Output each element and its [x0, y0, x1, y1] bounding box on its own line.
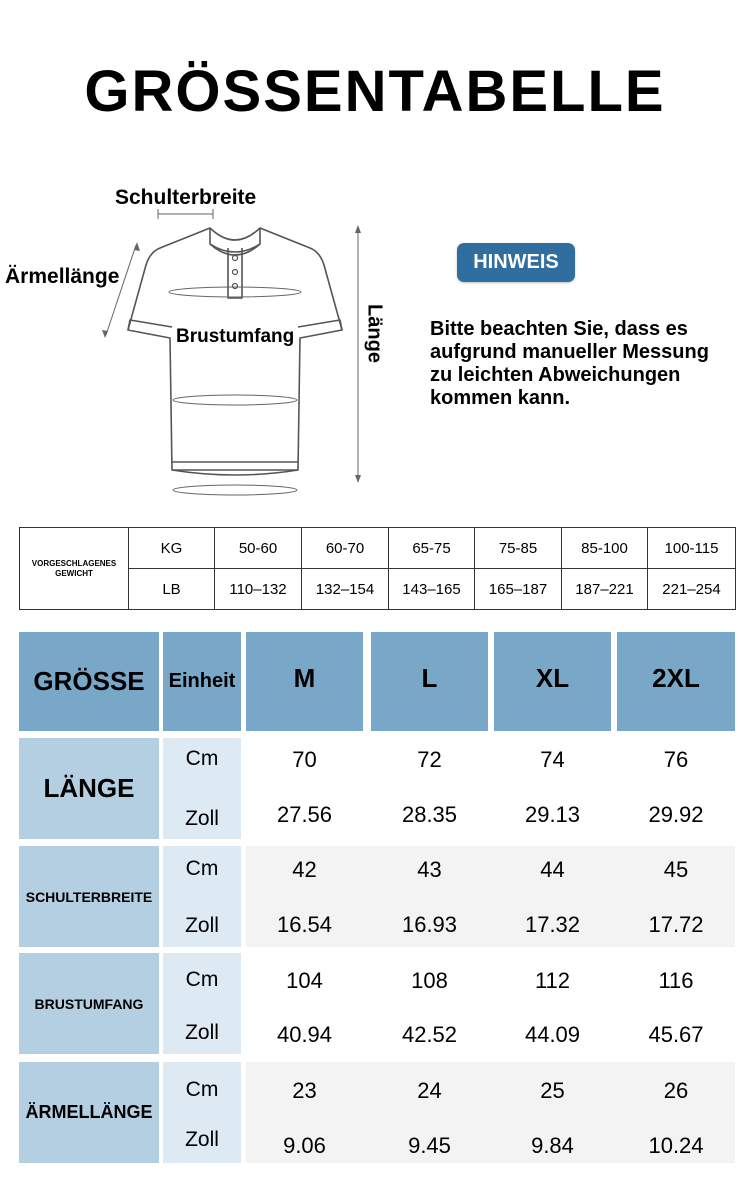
row-label-length: LÄNGE	[19, 738, 159, 839]
value-inch: 9.84	[531, 1133, 574, 1158]
value-inch: 9.06	[283, 1133, 326, 1158]
row-label-chest: BRUSTUMFANG	[19, 953, 159, 1054]
weight-label	[20, 528, 129, 610]
value-cm: 26	[663, 1078, 689, 1103]
weight-cell: 187–221	[562, 569, 648, 610]
weight-cell: 110–132	[215, 569, 302, 610]
weight-row-kg	[20, 528, 736, 569]
notice-badge: HINWEIS	[457, 243, 575, 282]
weight-cell: 165–187	[475, 569, 562, 610]
weight-cell: 132–154	[302, 569, 389, 610]
value-cm: 112	[534, 968, 571, 993]
value-cm: 72	[417, 747, 442, 772]
row-label-shoulder: SCHULTERBREITE	[19, 846, 159, 947]
weight-cell: 50-60	[215, 528, 302, 569]
unit-inch: Zoll	[185, 1021, 219, 1044]
unit-inch: Zoll	[185, 807, 219, 830]
weight-cell: 85-100	[562, 528, 648, 569]
value-inch: 45.67	[648, 1022, 704, 1047]
unit-inch: Zoll	[185, 1128, 219, 1151]
weight-unit-kg: KG	[129, 528, 215, 569]
unit-cm: Cm	[185, 747, 219, 770]
value-inch: 42.52	[401, 1022, 458, 1047]
size-col-header: M	[246, 632, 363, 731]
value-inch: 27.56	[276, 802, 333, 827]
shoulder-width-label: Schulterbreite	[115, 186, 257, 209]
size-col-header: L	[371, 632, 488, 731]
page-title: GRÖSSENTABELLE	[84, 59, 666, 124]
value-cm: 25	[540, 1078, 565, 1103]
notice-line: kommen kann.	[430, 387, 571, 409]
row-label-sleeve: ÄRMELLÄNGE	[19, 1062, 159, 1163]
value-inch: 9.45	[408, 1133, 451, 1158]
weight-cell: 60-70	[302, 528, 389, 569]
shirt-measurement-diagram	[0, 170, 420, 510]
length-label: Länge	[363, 304, 386, 363]
value-cm: 24	[417, 1078, 442, 1103]
value-inch: 16.54	[276, 912, 333, 937]
weight-unit-lb: LB	[129, 569, 215, 610]
chest-label: Brustumfang	[176, 326, 295, 347]
value-inch: 29.13	[524, 802, 581, 827]
value-cm: 116	[658, 968, 694, 993]
size-col-header: XL	[494, 632, 611, 731]
notice-line: zu leichten Abweichungen	[430, 364, 681, 386]
value-cm: 44	[540, 857, 565, 882]
notice-line: Bitte beachten Sie, dass es	[430, 318, 688, 340]
size-col-header: 2XL	[617, 632, 735, 731]
unit-cm: Cm	[185, 968, 219, 991]
value-cm: 42	[292, 857, 317, 882]
value-cm: 104	[286, 968, 323, 993]
value-cm: 74	[540, 747, 565, 772]
size-header: GRÖSSE	[19, 632, 159, 731]
value-cm: 23	[292, 1078, 317, 1103]
value-cm: 70	[292, 747, 317, 772]
value-inch: 16.93	[401, 912, 458, 937]
weight-label-line: GEWICHT	[55, 568, 93, 578]
value-inch: 17.72	[648, 912, 704, 937]
value-cm: 45	[663, 857, 689, 882]
value-inch: 28.35	[401, 802, 458, 827]
value-inch: 17.32	[524, 912, 581, 937]
value-inch: 40.94	[276, 1022, 333, 1047]
value-inch: 44.09	[524, 1022, 581, 1047]
notice-text	[430, 318, 748, 410]
unit-cm: Cm	[185, 1078, 219, 1101]
value-cm: 43	[417, 857, 442, 882]
unit-header: Einheit	[163, 632, 241, 731]
weight-label-line: VORGESCHLAGENES	[31, 558, 117, 568]
weight-cell: 143–165	[389, 569, 475, 610]
value-inch: 29.92	[648, 802, 704, 827]
weight-cell: 100-115	[648, 528, 736, 569]
weight-table	[19, 527, 736, 610]
weight-cell: 221–254	[648, 569, 736, 610]
sleeve-length-label: Ärmellänge	[5, 265, 120, 288]
value-cm: 76	[663, 747, 689, 772]
weight-cell: 75-85	[475, 528, 562, 569]
weight-cell: 65-75	[389, 528, 475, 569]
value-inch: 10.24	[648, 1133, 704, 1158]
unit-cm: Cm	[185, 857, 219, 880]
value-cm: 108	[411, 968, 448, 993]
unit-inch: Zoll	[185, 914, 219, 937]
notice-line: aufgrund manueller Messung	[430, 341, 709, 363]
